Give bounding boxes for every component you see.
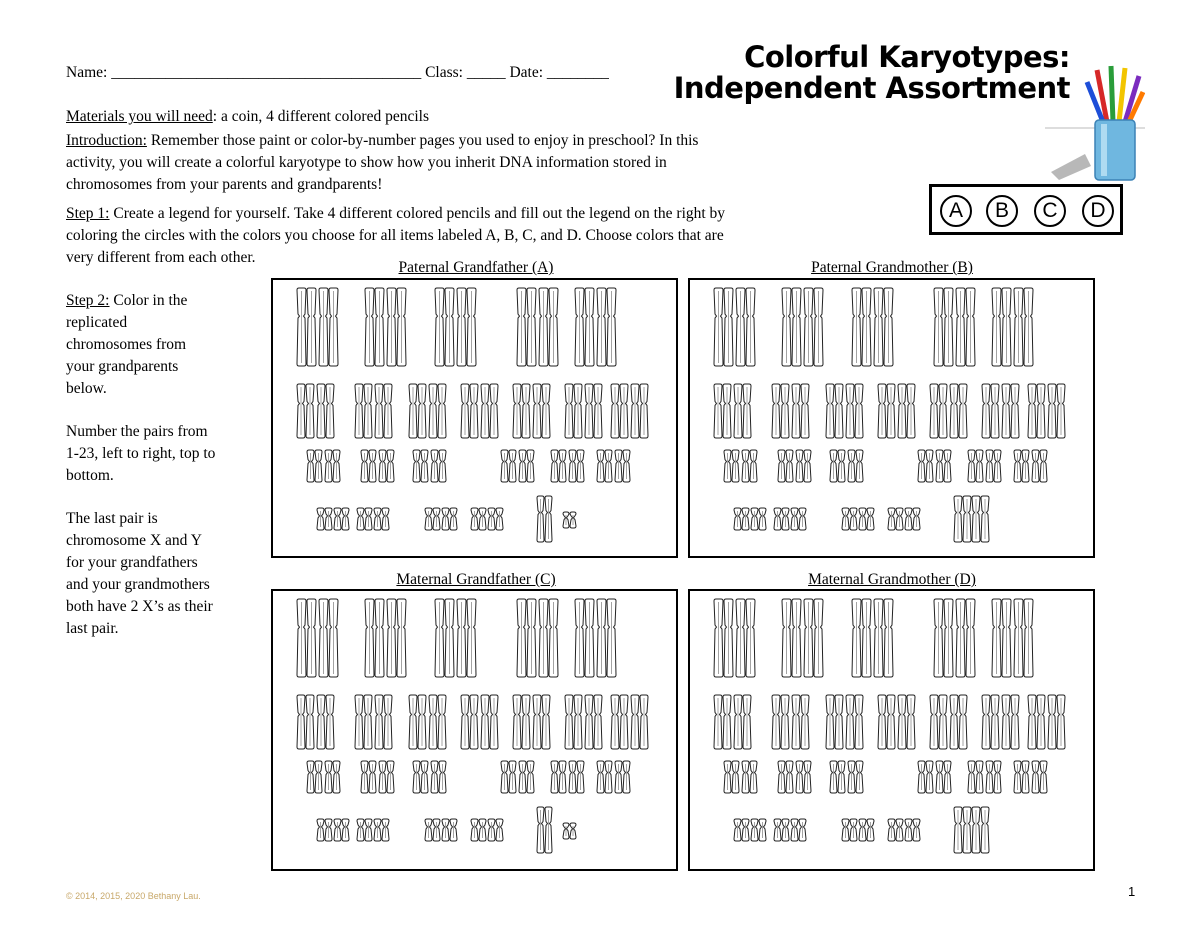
chromosome-pair[interactable] <box>830 450 863 482</box>
intro-label: Introduction: <box>66 132 147 149</box>
page-number: 1 <box>1128 884 1136 899</box>
chromosome-pair[interactable] <box>778 761 811 793</box>
materials-label: Materials you will need <box>66 108 213 125</box>
chromosome-pair[interactable] <box>317 508 349 530</box>
chromosome-pair[interactable] <box>992 599 1033 677</box>
step2-line: below. <box>66 380 107 397</box>
chromosome-pair[interactable] <box>982 384 1019 438</box>
intro-line-2: activity, you will create a colorful karyotype to show how you inherit DNA information stored in <box>66 154 667 171</box>
intro-text-1: Remember those paint or color-by-number pages you used to enjoy in preschool? In this <box>146 132 699 149</box>
step-2 <box>66 290 266 640</box>
step2-sex-chromosome-line: last pair. <box>66 620 119 637</box>
chromosome-pair[interactable] <box>724 761 757 793</box>
karyotype-paternal-grandfather[interactable] <box>271 278 678 558</box>
chromosome-pair[interactable] <box>551 450 584 482</box>
chromosome-pair[interactable] <box>413 450 446 482</box>
chromosome-pair[interactable] <box>297 288 338 366</box>
chromosome-pair[interactable] <box>307 761 340 793</box>
legend-circle-d[interactable]: D <box>1082 195 1114 227</box>
chromosome-pair[interactable] <box>317 819 349 841</box>
chromosome-pair[interactable] <box>365 288 406 366</box>
panel-title-maternal-grandmother: Maternal Grandmother (D) <box>808 571 976 588</box>
step1-text-1: Create a legend for yourself. Take 4 different colored pencils and fill out the legend on the right by <box>109 205 726 222</box>
chromosome-pair[interactable] <box>565 695 602 749</box>
step2-numbering-line: 1-23, left to right, top to <box>66 445 216 462</box>
chromosome-pair[interactable] <box>934 599 975 677</box>
chromosome-pair[interactable] <box>597 450 630 482</box>
chromosome-pair[interactable] <box>772 384 809 438</box>
chromosome-pair[interactable] <box>361 450 394 482</box>
chromosome-pair[interactable] <box>1014 761 1047 793</box>
title-line-1: Colorful Karyotypes: <box>744 40 1070 74</box>
step1-label: Step 1: <box>66 205 110 222</box>
copyright-notice: © 2014, 2015, 2020 Bethany Lau. <box>66 891 201 901</box>
step2-sex-chromosome-line: chromosome X and Y <box>66 532 202 549</box>
chromosome-pair[interactable] <box>551 761 584 793</box>
chromosome-pair[interactable] <box>435 288 476 366</box>
step1-line-1 <box>66 203 916 225</box>
chromosome-pair[interactable] <box>357 508 389 530</box>
chromosome-pair[interactable] <box>513 384 550 438</box>
chromosome-pair[interactable] <box>517 288 558 366</box>
chromosome-pair[interactable] <box>774 819 806 841</box>
step2-text-1: Color in the <box>109 292 188 309</box>
pencil-cup-icon <box>1045 62 1145 182</box>
materials-line <box>66 106 429 128</box>
chromosome-pair[interactable] <box>409 695 446 749</box>
chromosome-pair[interactable] <box>852 288 893 366</box>
karyotype-drawing <box>273 280 676 556</box>
step2-label: Step 2: <box>66 292 110 309</box>
chromosome-pair[interactable] <box>575 288 616 366</box>
title-line-2: Independent Assortment <box>673 71 1070 105</box>
materials-text: : a coin, 4 different colored pencils <box>212 108 429 125</box>
chromosome-pair[interactable] <box>888 819 920 841</box>
worksheet-title <box>650 42 1070 104</box>
step2-numbering-line: Number the pairs from <box>66 423 208 440</box>
chromosome-pair[interactable] <box>361 761 394 793</box>
panel-title-paternal-grandmother: Paternal Grandmother (B) <box>811 259 973 276</box>
chromosome-pair[interactable] <box>471 819 503 841</box>
chromosome-pair[interactable] <box>307 450 340 482</box>
chromosome-pair[interactable] <box>297 695 334 749</box>
step1-line-3: very different from each other. <box>66 249 256 266</box>
karyotype-drawing <box>690 280 1093 556</box>
chromosome-pair[interactable] <box>714 288 755 366</box>
chromosome-pair[interactable] <box>918 761 951 793</box>
chromosome-pair[interactable] <box>297 384 334 438</box>
chromosome-pair[interactable] <box>968 761 1001 793</box>
chromosome-pair[interactable] <box>461 384 498 438</box>
chromosome-pair[interactable] <box>365 599 406 677</box>
chromosome-pair[interactable] <box>461 695 498 749</box>
chromosome-pair[interactable] <box>934 288 975 366</box>
chromosome-pair[interactable] <box>565 384 602 438</box>
chromosome-pair[interactable] <box>1028 384 1065 438</box>
chromosome-pair[interactable] <box>830 761 863 793</box>
chromosome-pair[interactable] <box>517 599 558 677</box>
karyotype-maternal-grandmother[interactable] <box>688 589 1095 871</box>
chromosome-pair[interactable] <box>852 599 893 677</box>
chromosome-pair[interactable] <box>878 384 915 438</box>
chromosome-pair[interactable] <box>724 450 757 482</box>
chromosome-pair[interactable] <box>537 496 576 542</box>
chromosome-pair[interactable] <box>772 695 809 749</box>
panel-title-paternal-grandfather: Paternal Grandfather (A) <box>398 259 554 276</box>
legend-circle-a[interactable]: A <box>940 195 972 227</box>
panel-title-maternal-grandfather: Maternal Grandfather (C) <box>396 571 556 588</box>
step2-line-1 <box>66 290 266 312</box>
chromosome-pair[interactable] <box>918 450 951 482</box>
intro-line-3: chromosomes from your parents and grandparents! <box>66 176 383 193</box>
chromosome-pair[interactable] <box>471 508 503 530</box>
chromosome-pair[interactable] <box>1014 450 1047 482</box>
chromosome-pair[interactable] <box>734 819 766 841</box>
chromosome-pair[interactable] <box>425 508 457 530</box>
chromosome-pair[interactable] <box>774 508 806 530</box>
chromosome-pair[interactable] <box>611 384 648 438</box>
chromosome-pair[interactable] <box>842 508 874 530</box>
intro-line-1 <box>66 130 896 152</box>
chromosome-pair[interactable] <box>878 695 915 749</box>
chromosome-pair[interactable] <box>888 508 920 530</box>
chromosome-pair[interactable] <box>930 695 967 749</box>
chromosome-pair[interactable] <box>537 807 576 853</box>
chromosome-pair[interactable] <box>355 695 392 749</box>
chromosome-pair[interactable] <box>982 695 1019 749</box>
chromosome-pair[interactable] <box>954 496 989 542</box>
step2-sex-chromosome-line: The last pair is <box>66 510 158 527</box>
chromosome-pair[interactable] <box>501 761 534 793</box>
chromosome-pair[interactable] <box>501 450 534 482</box>
chromosome-pair[interactable] <box>734 508 766 530</box>
karyotype-drawing <box>273 591 676 867</box>
step2-line: chromosomes from <box>66 336 187 353</box>
chromosome-pair[interactable] <box>954 807 989 853</box>
step2-sex-chromosome-line: and your grandmothers <box>66 576 210 593</box>
name-class-date-line[interactable]: Name: ________________________________________ Class: _____ Date: ________ <box>66 64 609 81</box>
chromosome-pair[interactable] <box>355 384 392 438</box>
step2-line: your grandparents <box>66 358 179 375</box>
chromosome-pair[interactable] <box>357 819 389 841</box>
chromosome-pair[interactable] <box>1028 695 1065 749</box>
chromosome-pair[interactable] <box>842 819 874 841</box>
chromosome-pair[interactable] <box>714 695 751 749</box>
step2-sex-chromosome-line: both have 2 X’s as their <box>66 598 213 615</box>
chromosome-pair[interactable] <box>826 384 863 438</box>
chromosome-pair[interactable] <box>297 599 338 677</box>
chromosome-pair[interactable] <box>778 450 811 482</box>
chromosome-pair[interactable] <box>413 761 446 793</box>
legend-circle-c[interactable]: C <box>1034 195 1066 227</box>
step2-sex-chromosome-line: for your grandfathers <box>66 554 198 571</box>
chromosome-pair[interactable] <box>425 819 457 841</box>
chromosome-pair[interactable] <box>611 695 648 749</box>
chromosome-pair[interactable] <box>992 288 1033 366</box>
chromosome-pair[interactable] <box>782 599 823 677</box>
chromosome-pair[interactable] <box>513 695 550 749</box>
step1-line-2: coloring the circles with the colors you choose for all items labeled A, B, C, and D. Choose colors that are <box>66 227 724 244</box>
chromosome-pair[interactable] <box>575 599 616 677</box>
chromosome-pair[interactable] <box>782 288 823 366</box>
chromosome-pair[interactable] <box>597 761 630 793</box>
karyotype-maternal-grandfather[interactable] <box>271 589 678 871</box>
chromosome-pair[interactable] <box>409 384 446 438</box>
chromosome-pair[interactable] <box>435 599 476 677</box>
color-legend <box>929 184 1123 235</box>
step2-numbering-line: bottom. <box>66 467 114 484</box>
chromosome-pair[interactable] <box>714 599 755 677</box>
chromosome-pair[interactable] <box>968 450 1001 482</box>
chromosome-pair[interactable] <box>714 384 751 438</box>
introduction <box>66 130 896 196</box>
step2-line: replicated <box>66 314 128 331</box>
chromosome-pair[interactable] <box>826 695 863 749</box>
chromosome-pair[interactable] <box>930 384 967 438</box>
legend-circle-b[interactable]: B <box>986 195 1018 227</box>
karyotype-paternal-grandmother[interactable] <box>688 278 1095 558</box>
karyotype-drawing <box>690 591 1093 867</box>
